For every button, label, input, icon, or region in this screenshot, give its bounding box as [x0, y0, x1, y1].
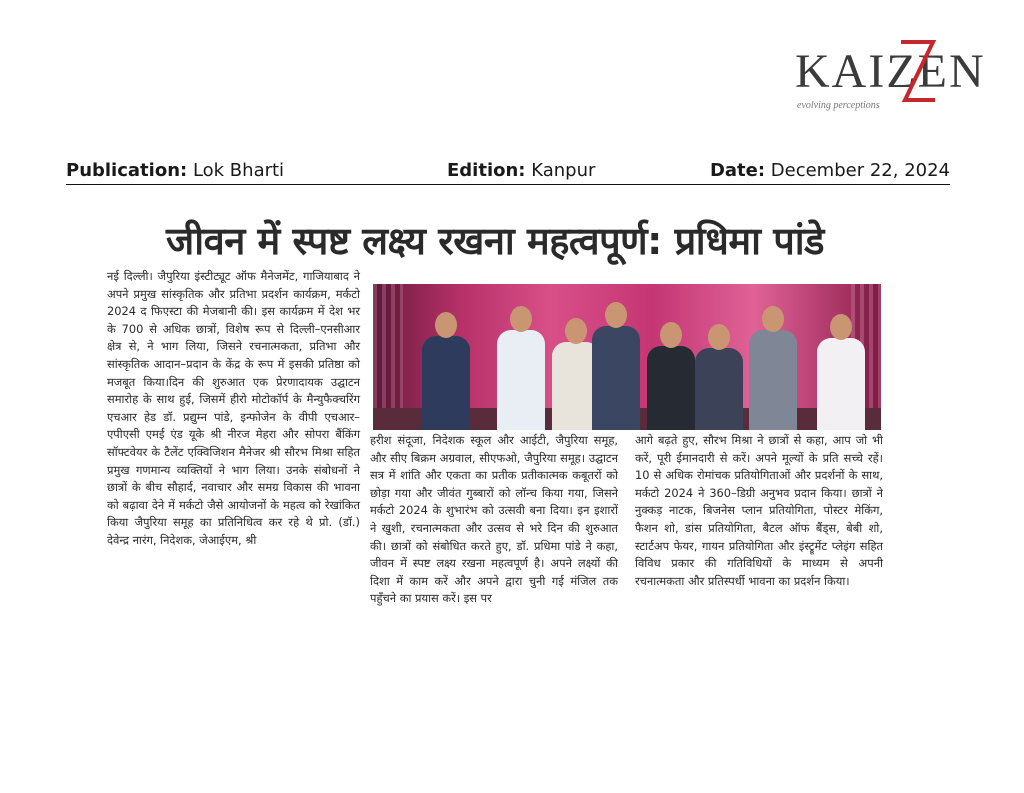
date-field — [710, 160, 950, 181]
event-photo — [373, 284, 881, 430]
person-body — [749, 330, 797, 430]
logo-tagline: evolving perceptions — [797, 100, 880, 111]
person-head — [565, 318, 587, 344]
article-headline: जीवन में स्पष्ट लक्ष्य रखना महत्वपूर्ण: प्रधिमा पांडे — [166, 219, 824, 263]
person-head — [510, 306, 532, 332]
article-column-2: हरीश संदूजा, निदेशक स्कूल और आईटी, जैपुरिया समूह, और सीए बिक्रम अग्रवाल, सीएफओ, जैपुरिया समूह। उद्घाटन सत्र में शांति और एकता का प्रतीक प्रतीकात्मक कबूतरों को छोड़ा गया और जीवंत गुब्बारों को लॉन्च किया गया, जिसने मर्कटो 2024 के शुभारंभ को उत्सवी बना दिया। इन इशारों ने खुशी, रचनात्मकता और उत्सव से भरे दिन की शुरुआत की। छात्रों को संबोधित करते हुए, डॉ. प्रधिमा पांडे ने कहा, जीवन में स्पष्ट लक्ष्य रखना महत्वपूर्ण है। अपने लक्ष्यों की दिशा में काम करें और अपने द्वारा चुनी गई मंजिल तक पहुँचने का प्रयास करें। इस पर — [370, 433, 618, 606]
publication-label: Publication: — [66, 160, 188, 181]
publication-info-bar — [66, 158, 950, 185]
person-figure — [418, 312, 474, 430]
logo-z-mark — [895, 36, 939, 106]
person-body — [647, 346, 695, 430]
person-body — [695, 348, 743, 430]
person-head — [435, 312, 457, 338]
person-body — [497, 330, 545, 430]
person-body — [817, 338, 865, 430]
edition-value: Kanpur — [531, 160, 596, 181]
person-figure — [745, 306, 801, 430]
article-column-3: आगे बढ़ते हुए, सौरभ मिश्रा ने छात्रों से कहा, आप जो भी करें, पूरी ईमानदारी से करें। अपने मूल्यों के प्रति सच्चे रहें। 10 से अधिक रोमांचक प्रतियोगिताओं और प्रदर्शनों के साथ, मर्कटो 2024 ने 360–डिग्री अनुभव प्रदान किया। छात्रों ने नुक्कड़ नाटक, बिजनेस प्लान प्रतियोगिता, पोस्टर मेकिंग, फैशन शो, डांस प्रतियोगिता, बैटल ऑफ बैंड्स, बेबी शो, स्टार्टअप फेयर, गायन प्रतियोगिता और इंस्ट्रूमेंट प्लेइंग सहित विविध प्रकार की गतिविधियों के माध्यम से अपनी रचनात्मकता और प्रतिस्पर्धी भावना का प्रदर्शन किया। — [635, 433, 883, 588]
publication-value: Lok Bharti — [192, 160, 285, 181]
person-head — [762, 306, 784, 332]
person-body — [592, 326, 640, 430]
person-figure — [588, 302, 644, 430]
date-label: Date: — [709, 160, 766, 181]
person-figure — [691, 324, 747, 430]
person-body — [422, 336, 470, 430]
date-value: December 22, 2024 — [770, 160, 950, 181]
kaizen-logo — [795, 36, 1019, 116]
logo-wordmark: KAIZEN — [795, 45, 986, 98]
person-head — [708, 324, 730, 350]
edition-label: Edition: — [447, 160, 526, 181]
person-head — [660, 322, 682, 348]
edition-field — [447, 160, 595, 181]
person-head — [605, 302, 627, 328]
person-head — [830, 314, 852, 340]
person-figure — [813, 314, 869, 430]
article-column-1: नई दिल्ली। जैपुरिया इंस्टीट्यूट ऑफ मैनेजमेंट, गाजियाबाद ने अपने प्रमुख सांस्कृतिक और प्रतिभा प्रदर्शन कार्यक्रम, मर्कटो 2024 द फिएस्टा की मेजबानी की। इस कार्यक्रम में देश भर के 700 से अधिक छात्रों, विशेष रूप से दिल्ली–एनसीआर क्षेत्र से, ने भाग लिया, जिसने रचनात्मकता, प्रतिभा और सांस्कृतिक आदान–प्रदान के केंद्र के रूप में इसकी प्रतिष्ठा को मजबूत किया।दिन की शुरुआत एक प्रेरणादायक उद्घाटन समारोह के साथ हुई, जिसमें हीरो मोटोकॉर्प के मैन्युफैक्चरिंग एचआर हेड डॉ. प्रद्युम्न पांडे, इन्फोजेन के वीपी एचआर–एपीएसी एमई एंड यूके श्री नीरज मेहरा और सोपरा बैंकिंग सॉफ्टवेयर के टैलेंट एक्विजिशन मैनेजर श्री सौरभ मिश्रा सहित प्रमुख गणमान्य व्यक्तियों ने भाग लिया। उनके संबोधनों ने छात्रों के बीच सौहार्द, नवाचार और समग्र विकास की भावना को बढ़ावा देने में मर्कटो जैसे आयोजनों के महत्व को रेखांकित किया जैपुरिया समूह का प्रतिनिधित्व कर रहे थे प्रो. (डॉ.) देवेन्द्र नारंग, निदेशक, जेआईएम, श्री — [107, 269, 360, 547]
person-figure — [493, 306, 549, 430]
publication-field — [66, 160, 284, 181]
